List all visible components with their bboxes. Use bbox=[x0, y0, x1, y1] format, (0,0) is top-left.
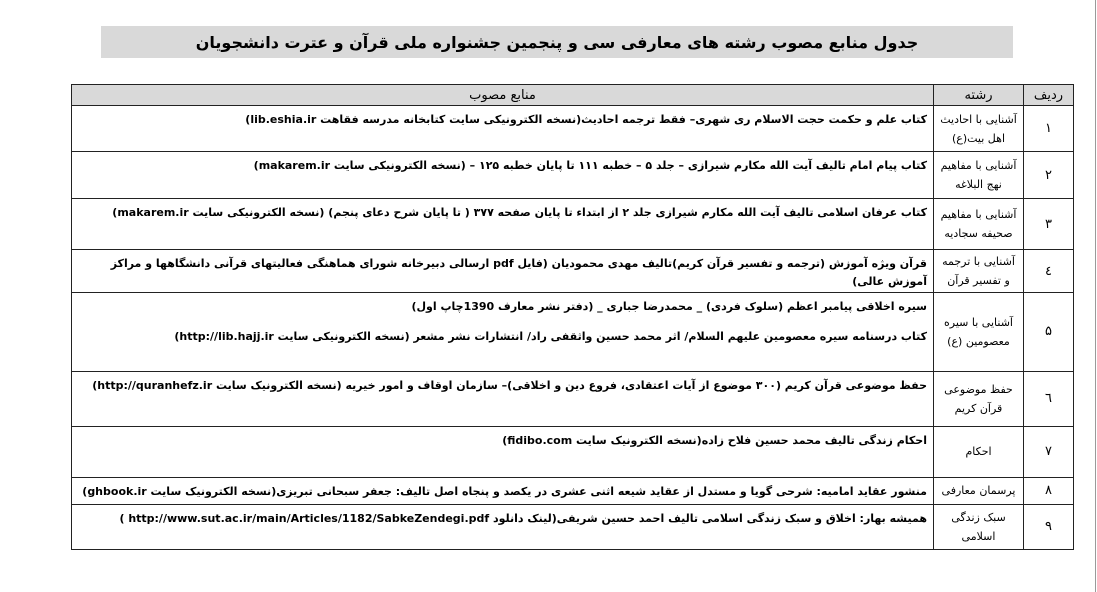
table-row bbox=[72, 371, 1074, 426]
field-name-line: آشنایی با سیره bbox=[944, 315, 1013, 329]
source-entry: کتاب درسنامه سیره معصومین علیهم السلام/ اثر محمد حسین واثقفی راد/ انتشارات نشر مشعر (نسخه الکترونیکی سایت http://lib.hajj.ir) bbox=[174, 330, 927, 344]
row-number: ۲ bbox=[1024, 152, 1074, 199]
source-entry: همیشه بهار: اخلاق و سبک زندگی اسلامی تالیف احمد حسین شریفی(لینک دانلود http://www.sut.ac.ir/main/Articles/1182/SabkeZendegi.pdf ) bbox=[119, 511, 927, 525]
sources-cell bbox=[72, 477, 934, 504]
sources-cell bbox=[72, 371, 934, 426]
row-number: ٦ bbox=[1024, 371, 1074, 426]
table-row bbox=[72, 293, 1074, 371]
field-name-line: آشنایی با احادیث bbox=[940, 112, 1017, 126]
field-name-line: نهج البلاغه bbox=[955, 178, 1002, 192]
sources-cell bbox=[72, 199, 934, 250]
row-number: ۸ bbox=[1024, 477, 1074, 504]
sources-cell bbox=[72, 504, 934, 549]
table-body bbox=[72, 106, 1074, 550]
field-name-line: احکام bbox=[965, 445, 992, 459]
source-entry: کتاب علم و حکمت حجت الاسلام ری شهری– فقط ترجمه احادیث(نسخه الکترونیکی سایت کتابخانه مدرسه فقاهت lib.eshia.ir) bbox=[245, 113, 927, 126]
row-number: ۱ bbox=[1024, 106, 1074, 152]
source-entry: منشور عقاید امامیه: شرحی گویا و مستدل از عقاید شیعه اثنی عشری در یکصد و پنجاه اصل تالیف: جعفر سبحانی تبریزی(نسخه الکترونیک سایت ghbook.ir) bbox=[82, 484, 927, 498]
row-number: ۵ bbox=[1024, 293, 1074, 371]
field-cell bbox=[934, 106, 1024, 152]
source-entry: کتاب پیام امام تالیف آیت الله مکارم شیرازی – جلد ۵ – خطبه ۱۱۱ تا پایان خطبه ۱۲۵ – (نسخه الکترونیکی سایت makarem.ir) bbox=[253, 159, 927, 173]
table-row bbox=[72, 426, 1074, 477]
field-cell bbox=[934, 504, 1024, 549]
table-header-row bbox=[72, 85, 1074, 106]
document-title: جدول منابع مصوب رشته های معارفی سی و پنجمین جشنواره ملی قرآن و عترت دانشجویان bbox=[195, 32, 919, 52]
field-name-line: و تفسیر قرآن bbox=[947, 274, 1010, 288]
source-entry: قرآن ویژه آموزش (ترجمه و تفسیر قرآن کریم)تالیف مهدی محمودیان (فایل pdf ارسالی دبیرخانه شورای هماهنگی فعالیتهای قرآنی دانشگاهها و مراکز آموزش عالی) bbox=[110, 257, 927, 289]
field-name-line: معصومین (ع) bbox=[947, 334, 1010, 348]
table-row bbox=[72, 199, 1074, 250]
field-cell bbox=[934, 293, 1024, 371]
header-row-number: ردیف bbox=[1024, 85, 1074, 106]
field-name-line: اسلامی bbox=[961, 529, 996, 543]
source-entry: حفظ موضوعی قرآن کریم (۳۰۰ موضوع از آیات اعتقادی، فروع دین و اخلاقی)– سازمان اوقاف و امور خیریه (نسخه الکترونیک سایت http://quranhefz.ir) bbox=[92, 378, 927, 392]
field-name-line: آشنایی با مفاهیم bbox=[940, 208, 1017, 222]
field-name-line: حفظ موضوعی bbox=[944, 382, 1013, 396]
table-row bbox=[72, 250, 1074, 293]
document-title-bar bbox=[101, 26, 1013, 58]
field-cell bbox=[934, 152, 1024, 199]
field-name-line: آشنایی با ترجمه bbox=[942, 255, 1015, 269]
field-name-line: اهل بیت(ع) bbox=[951, 131, 1005, 145]
sources-cell bbox=[72, 250, 934, 293]
header-field: رشته bbox=[934, 85, 1024, 106]
field-name-line: پرسمان معارفی bbox=[941, 484, 1016, 498]
field-name-line: صحیفه سجادیه bbox=[944, 227, 1013, 241]
row-number: ۷ bbox=[1024, 426, 1074, 477]
table-row bbox=[72, 106, 1074, 152]
field-name-line: قرآن کریم bbox=[954, 401, 1003, 415]
table-row bbox=[72, 477, 1074, 504]
sources-cell bbox=[72, 426, 934, 477]
sources-cell bbox=[72, 152, 934, 199]
field-cell bbox=[934, 199, 1024, 250]
sources-cell bbox=[72, 106, 934, 152]
field-cell bbox=[934, 426, 1024, 477]
field-name-line: سبک زندگی bbox=[951, 510, 1006, 524]
source-entry: احکام زندگی تالیف محمد حسین فلاح زاده(نسخه الکترونیک سایت fidibo.com) bbox=[502, 433, 927, 447]
row-number: ٤ bbox=[1024, 250, 1074, 293]
field-cell bbox=[934, 477, 1024, 504]
header-sources: منابع مصوب bbox=[72, 85, 934, 106]
field-cell bbox=[934, 250, 1024, 293]
source-entry: سیره اخلاقی پیامبر اعظم (سلوک فردی) _ محمدرضا جباری _ (دفتر نشر معارف 1390چاپ اول) bbox=[411, 300, 927, 314]
sources-cell bbox=[72, 293, 934, 371]
row-number: ۹ bbox=[1024, 504, 1074, 549]
source-entry: کتاب عرفان اسلامی تالیف آیت الله مکارم شیرازی جلد ۲ از ابتداء تا پایان صفحه ۳۷۷ ( تا پایان شرح دعای پنجم) (نسخه الکترونیکی سایت makarem.ir) bbox=[112, 206, 927, 220]
table-row bbox=[72, 152, 1074, 199]
table-row bbox=[72, 504, 1074, 549]
field-cell bbox=[934, 371, 1024, 426]
field-name-line: آشنایی با مفاهیم bbox=[940, 159, 1017, 173]
row-number: ۳ bbox=[1024, 199, 1074, 250]
sources-table bbox=[71, 84, 1074, 550]
